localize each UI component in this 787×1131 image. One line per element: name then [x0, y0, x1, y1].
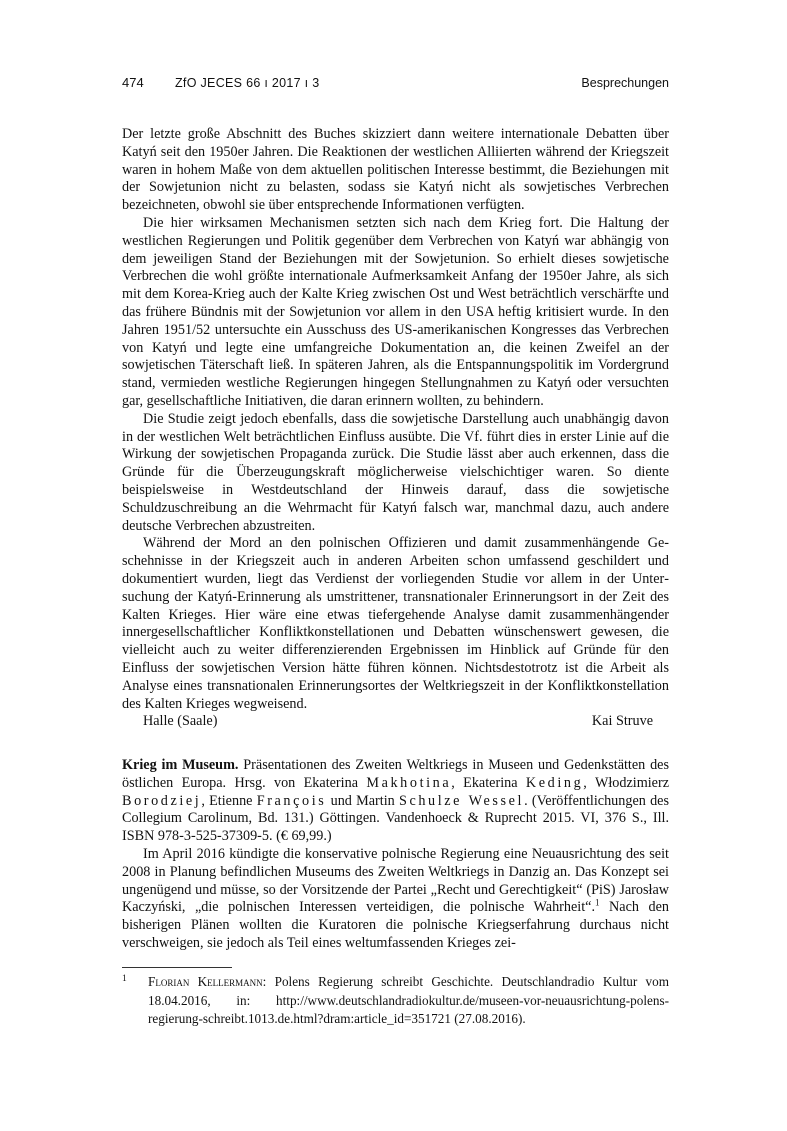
signature-place: Halle (Saale) — [143, 713, 218, 730]
footnote-author: Florian Kellermann — [148, 974, 263, 989]
editor-name: Schulze Wessel — [398, 792, 525, 809]
journal-title: ZfO JECES 66 ı 2017 ı 3 — [175, 76, 320, 90]
bibliographic-entry — [122, 757, 669, 846]
editor-name: Keding — [525, 774, 584, 791]
review-section — [122, 757, 669, 953]
name-separator: und Martin — [326, 792, 399, 809]
paragraph — [122, 846, 669, 953]
editor-name: Borodziej — [122, 792, 202, 809]
footnote-text — [148, 973, 669, 1029]
paragraph: Der letzte große Abschnitt des Buches skizziert dann weitere internationale Debatten über Katyń seit den 1950er Jahren. Die Reaktionen der westlichen Alliierten während der Kriegszeit waren in hohem Maße von dem aktuellen politischen Interesse bestimmt, die Beziehungen mit der Sowjetunion nicht zu belasten, sodass sie Katyń nicht als sowjetisches Verbrechen bezeichneten, obwohl sie über entsprechende Informationen verfügten. — [122, 126, 669, 214]
footnote-body: : Polens Regierung schreibt Geschichte. Deutschlandradio Kultur vom 18.04.2016, in: http://www.deutschlandradiokultur.de/museen-vor-neuausrichtung-polens-regierung-schreibt.1013.de.html?dram:article_id=351721 (27.08.2016). — [148, 974, 669, 1026]
review-book-subtitle: Präsentationen des Zweiten Weltkriegs in Museen und Gedenkstätten des östlichen Europa. Hrsg. von Ekaterina — [122, 757, 670, 791]
footnote-divider — [122, 967, 232, 968]
review-signature — [122, 713, 669, 731]
review-book-title: Krieg im Museum. — [122, 757, 239, 774]
footnote — [122, 973, 669, 1029]
page-number: 474 — [122, 75, 144, 90]
paragraph-text: Im April 2016 kündigte die konservative polnische Regierung eine Neuausrichtung des seit 2008 in Planung befindlichen Museums des Zweiten Weltkriegs in Danzig an. Das Konzept sei ungenügend und müsse, so der Vorsitzende der Partei „Recht und Gerechtigkeit“ (PiS) Jarosław Kaczyński, „die polnischen Interessen verteidigen, die polnische Wahrheit“. — [122, 846, 669, 916]
paragraph-text: Nach den bisherigen Plänen wollten die Kuratoren die polnische Kriegserfahrung durchaus nicht verschweigen, sie jedoch als Teil eines weltumfassenden Krieges zei- — [122, 899, 670, 952]
paragraph: Während der Mord an den polnischen Offizieren und damit zusammenhängende Geschehnisse in der Kriegszeit auch in anderen Arbeiten schon umfassend geschildert und dokumentiert wurden, liegt das Verdienst der vorliegenden Studie vor allem in der Untersuchung der Katyń-Erinnerung als umstrittener, transnationaler Erinnerungsort in der Zeit des Kalten Krieges. Hier wäre eine etwas tiefergehende Analyse damit zusammenhängender innergesellschaftlicher Konfliktkonstellationen und Debatten wünschenswert gewesen, die vielleicht auch zu weiter differenzierenden Ergebnissen im Hinblick auf Gründe für den Einfluss der sowjetischen Version hätte führen können. Nichtsdestotrotz ist die Arbeit als Analyse eines transnationalen Erinnerungsortes der Weltkriegszeit in der Konfliktkonstellation des Kalten Krieges wegweisend. — [122, 535, 669, 712]
section-title: Besprechungen — [581, 76, 669, 90]
running-header — [122, 75, 669, 95]
paragraph: Die Studie zeigt jedoch ebenfalls, dass die sowjetische Darstellung auch unabhängig davon in der westlichen Welt beträchtlichen Einfluss ausübte. Die Vf. führt dies in erster Linie auf die Wirkung der sowjetischen Propaganda zurück. Die Studie lässt aber auch erkennen, dass die Gründe für die Überzeugungskraft möglicherweise vielschichtiger waren. So diente beispielsweise in Westdeutschland der Hinweis darauf, dass die sowjetische Schuldzuschreibung an die Wehrmacht für Katyń falsch war, manchmal dazu, auch andere deutsche Verbrechen abzustreiten. — [122, 410, 669, 534]
paragraph: Die hier wirksamen Mechanismen setzten sich nach dem Krieg fort. Die Haltung der westlichen Regierungen und Politik gegenüber dem Verbrechen von Katyń war abhängig von dem jeweiligen Stand der Beziehungen mit der Sowjetunion. So erhielt dieses sowjetische Verbrechen die wohl größte internationale Aufmerksamkeit Anfang der 1950er Jahre, als sich mit dem Korea-Krieg auch der Kalte Krieg zwischen Ost und West beträchtlich verschärfte und das frühere Bündnis mit der Sowjetunion vor allem in den USA heftig kritisiert wurde. In den Jahren 1951/52 untersuchte ein Ausschuss des US-amerikanischen Kongresses das Verbrechen von Katyń und legte eine umfangreiche Dokumentation an, die keinen Zweifel an der sowjetischen Täterschaft ließ. In späteren Jahren, als die Entspannungspolitik im Vordergrund stand, vermieden westliche Regierungen hingegen Stellungnahmen zu Katyń oder versuchten gar, gesellschaftliche Initiativen, die daran erinnern wollten, zu behindern. — [122, 214, 669, 409]
footnote-number: 1 — [122, 974, 127, 984]
name-separator: , Włodzimierz — [583, 774, 669, 791]
editor-name: François — [256, 792, 327, 809]
publication-details: . (Veröffentlichungen des Collegium Carolinum, Bd. 131.) Göttingen. Vandenhoeck & Ruprecht 2015. VI, 376 S., Ill. ISBN 978-3-525-37309-5. (€ 69,99.) — [122, 792, 669, 845]
main-text — [122, 126, 669, 953]
signature-author: Kai Struve — [591, 713, 653, 730]
name-separator: , Ekaterina — [451, 774, 526, 791]
name-separator: , Etienne — [201, 792, 257, 809]
editor-name: Makhotina — [366, 774, 452, 791]
footnote-reference[interactable]: 1 — [595, 897, 600, 908]
